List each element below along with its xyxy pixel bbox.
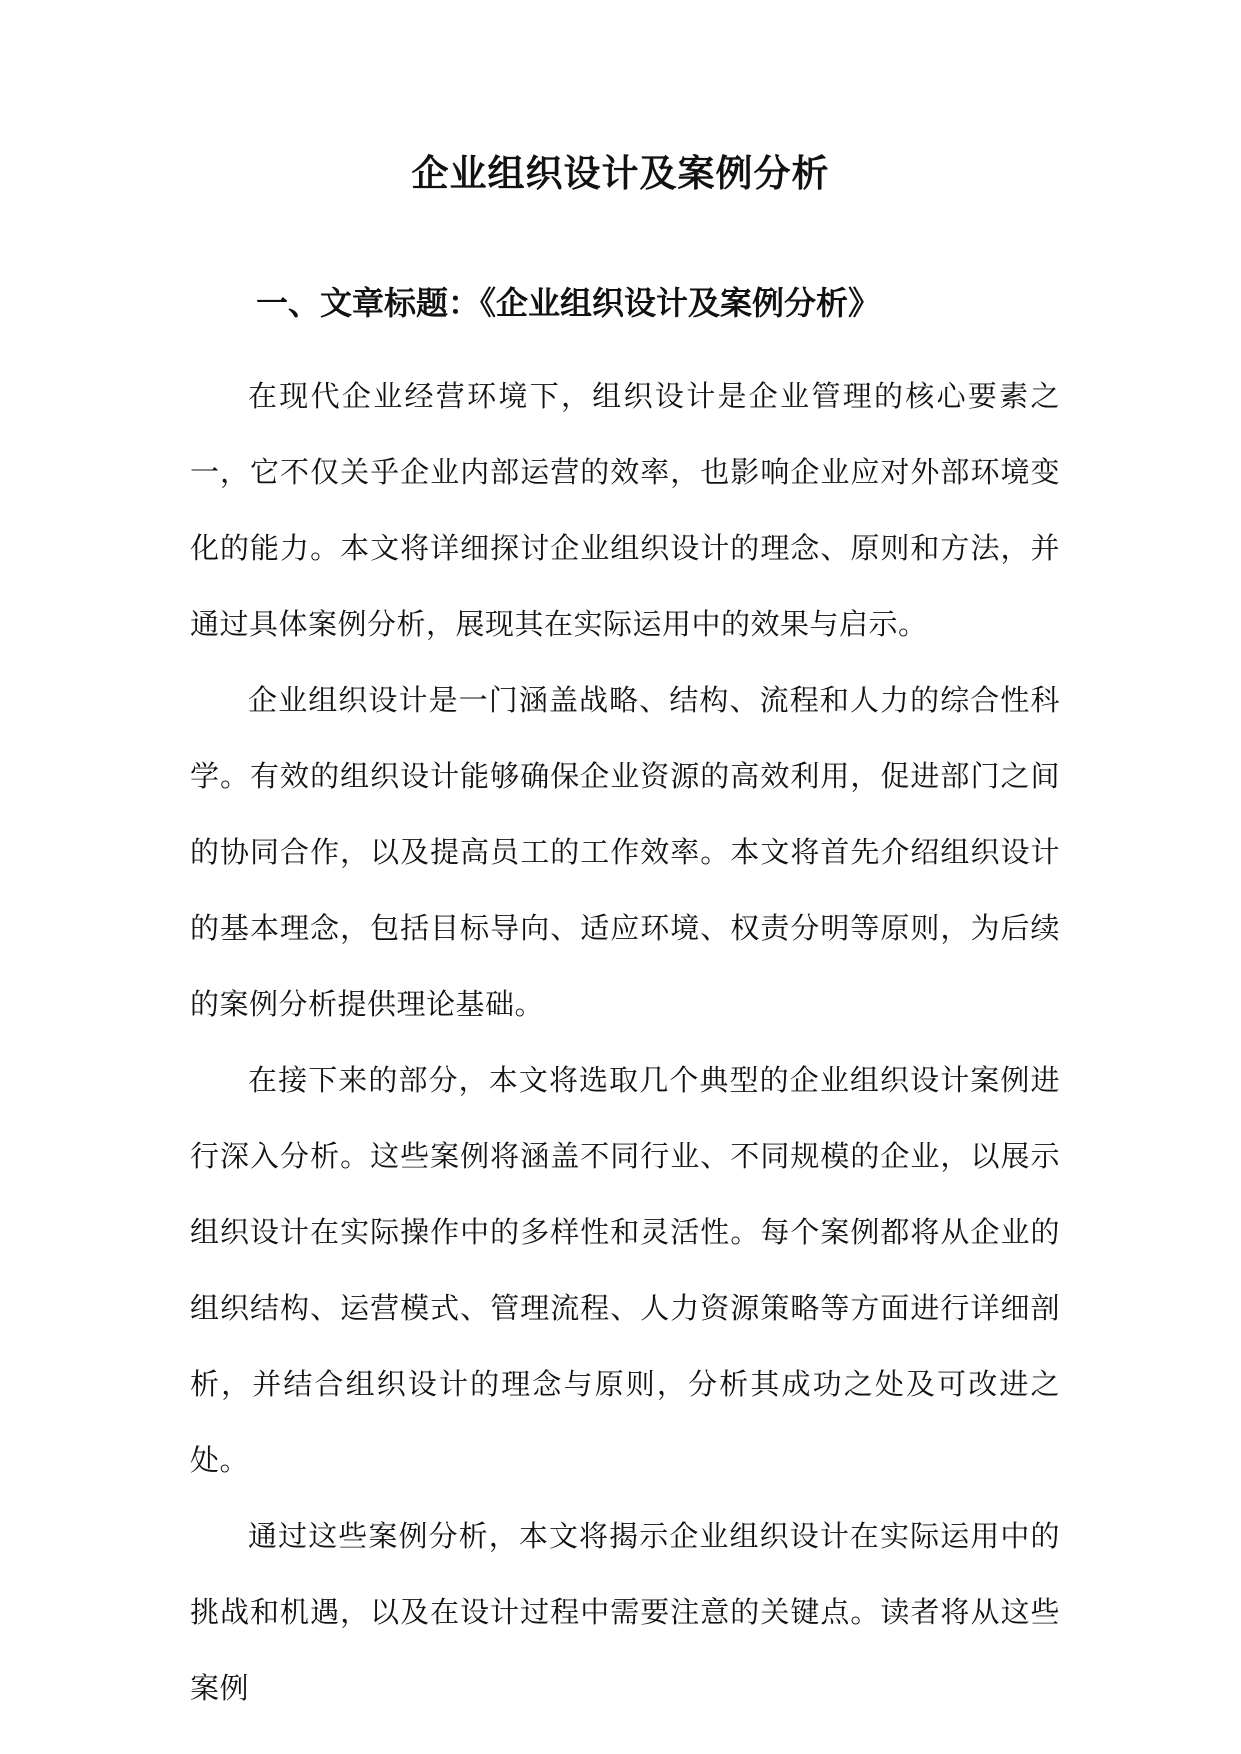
paragraph-1: 在现代企业经营环境下，组织设计是企业管理的核心要素之一，它不仅关乎企业内部运营的效率，也影响企业应对外部环境变化的能力。本文将详细探讨企业组织设计的理念、原则和方法，并通过具体案例分析，展现其在实际运用中的效果与启示。 [190,379,1060,641]
section-heading: 一、文章标题：《企业组织设计及案例分析》 [256,284,881,322]
document-body [190,358,1060,1726]
paragraph-2: 企业组织设计是一门涵盖战略、结构、流程和人力的综合性科学。有效的组织设计能够确保企业资源的高效利用，促进部门之间的协同合作，以及提高员工的工作效率。本文将首先介绍组织设计的基本理念，包括目标导向、适应环境、权责分明等原则，为后续的案例分析提供理论基础。 [190,683,1060,1021]
document-title: 企业组织设计及案例分析 [411,151,830,195]
paragraph-3: 在接下来的部分，本文将选取几个典型的企业组织设计案例进行深入分析。这些案例将涵盖不同行业、不同规模的企业，以展示组织设计在实际操作中的多样性和灵活性。每个案例都将从企业的组织结构、运营模式、管理流程、人力资源策略等方面进行详细剖析，并结合组织设计的理念与原则，分析其成功之处及可改进之处。 [190,1063,1060,1477]
paragraph-4: 通过这些案例分析，本文将揭示企业组织设计在实际运用中的挑战和机遇，以及在设计过程中需要注意的关键点。读者将从这些案例 [190,1519,1060,1705]
